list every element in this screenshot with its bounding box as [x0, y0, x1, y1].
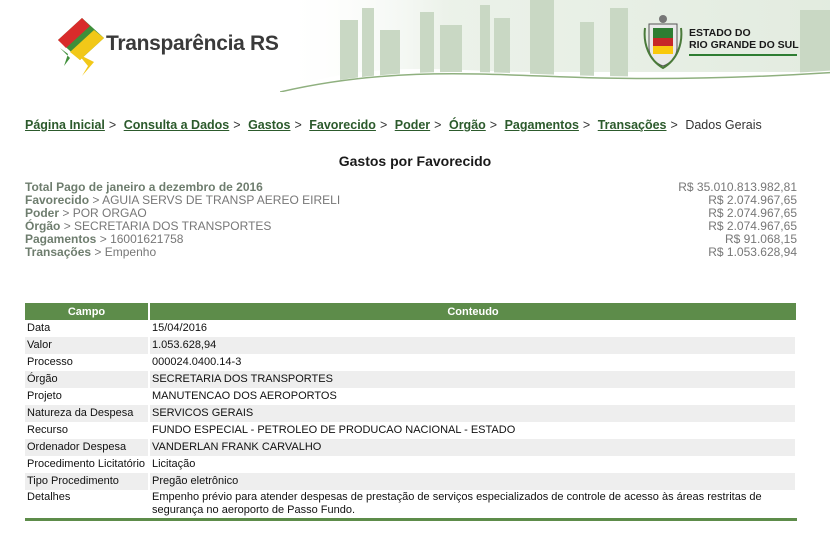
- field-value: 000024.0400.14-3: [149, 354, 796, 371]
- summary-amount: R$ 1.053.628,94: [708, 245, 797, 259]
- table-row: [25, 439, 796, 456]
- logo-text: Transparência RS: [106, 32, 279, 55]
- summary-amount: R$ 2.074.967,65: [708, 193, 797, 207]
- breadcrumb-pagamentos[interactable]: Pagamentos: [504, 118, 579, 132]
- breadcrumb-transacoes[interactable]: Transações: [597, 118, 667, 132]
- summary-separator: >: [94, 245, 102, 259]
- summary-value: SECRETARIA DOS TRANSPORTES: [74, 219, 272, 233]
- table-row: [25, 422, 796, 439]
- field-value: VANDERLAN FRANK CARVALHO: [149, 439, 796, 456]
- field-value: SERVICOS GERAIS: [149, 405, 796, 422]
- summary-separator: >: [62, 206, 70, 220]
- table-row: [25, 405, 796, 422]
- breadcrumb-separator: >: [489, 118, 498, 132]
- breadcrumb-separator: >: [379, 118, 388, 132]
- state-emblem: [643, 14, 823, 70]
- summary-amount: R$ 2.074.967,65: [708, 219, 797, 233]
- summary-total-amount: R$ 35.010.813.982,81: [678, 180, 797, 194]
- state-name: [689, 27, 799, 51]
- field-value: 1.053.628,94: [149, 337, 796, 354]
- state-name-line2: RIO GRANDE DO SUL: [689, 39, 799, 51]
- table-header-row: [25, 303, 796, 320]
- field-label: Projeto: [25, 388, 149, 405]
- field-label: Detalhes: [25, 490, 149, 518]
- field-value: FUNDO ESPECIAL - PETROLEO DE PRODUCAO NACIONAL - ESTADO: [149, 422, 796, 439]
- summary-row-transacoes: [25, 246, 797, 259]
- field-value: SECRETARIA DOS TRANSPORTES: [149, 371, 796, 388]
- breadcrumb-gastos[interactable]: Gastos: [248, 118, 291, 132]
- transparencia-logo[interactable]: [48, 14, 278, 76]
- field-label: Tipo Procedimento: [25, 473, 149, 490]
- breadcrumb-separator: >: [670, 118, 678, 132]
- summary-value: AGUIA SERVS DE TRANSP AEREO EIRELI: [102, 193, 341, 207]
- summary-label[interactable]: Órgão: [25, 219, 61, 233]
- breadcrumb-separator: >: [108, 118, 117, 132]
- table-row: [25, 456, 796, 473]
- field-label: Ordenador Despesa: [25, 439, 149, 456]
- header-campo: Campo: [25, 303, 149, 320]
- breadcrumb-home[interactable]: Página Inicial: [25, 118, 105, 132]
- table-bottom-rule: [25, 518, 797, 521]
- summary-value: Empenho: [104, 245, 157, 259]
- table-row: [25, 337, 796, 354]
- table-row: [25, 354, 796, 371]
- summary-value: 16001621758: [110, 232, 184, 246]
- field-label: Data: [25, 320, 149, 337]
- page-title: Gastos por Favorecido: [338, 153, 492, 169]
- table-row: [25, 371, 796, 388]
- breadcrumb-separator: >: [582, 118, 591, 132]
- field-value: Pregão eletrônico: [149, 473, 796, 490]
- details-table: [25, 303, 797, 518]
- breadcrumb-consulta[interactable]: Consulta a Dados: [123, 118, 230, 132]
- summary-label[interactable]: Transações: [25, 245, 92, 259]
- breadcrumb-separator: >: [434, 118, 442, 132]
- summary-separator: >: [99, 232, 107, 246]
- summary-total-label: Total Pago de janeiro a dezembro de 2016: [25, 180, 263, 194]
- table-row: [25, 473, 796, 490]
- site-header: [0, 0, 830, 92]
- summary-label[interactable]: Pagamentos: [25, 232, 97, 246]
- breadcrumb-favorecido[interactable]: Favorecido: [309, 118, 376, 132]
- summary-separator: >: [92, 193, 100, 207]
- table-row: [25, 490, 796, 518]
- field-label: Procedimento Licitatório: [25, 456, 149, 473]
- breadcrumb-orgao[interactable]: Órgão: [448, 118, 486, 132]
- breadcrumb: [25, 118, 762, 132]
- breadcrumb-current: Dados Gerais: [685, 118, 762, 132]
- field-label: Órgão: [25, 371, 149, 388]
- table-row: [25, 388, 796, 405]
- state-underline: [689, 54, 797, 56]
- summary-block: [25, 181, 797, 259]
- summary-label[interactable]: Favorecido: [25, 193, 90, 207]
- summary-value: POR ORGAO: [72, 206, 147, 220]
- summary-label[interactable]: Poder: [25, 206, 60, 220]
- field-label: Processo: [25, 354, 149, 371]
- header-conteudo: Conteudo: [149, 303, 796, 320]
- field-value: 15/04/2016: [149, 320, 796, 337]
- field-label: Valor: [25, 337, 149, 354]
- breadcrumb-separator: >: [294, 118, 302, 132]
- rs-flag-icon: [48, 14, 108, 76]
- table-row: [25, 320, 796, 337]
- breadcrumb-poder[interactable]: Poder: [394, 118, 431, 132]
- state-name-line1: ESTADO DO: [689, 27, 751, 39]
- state-crest-icon: [643, 14, 683, 70]
- field-value: Empenho prévio para atender despesas de prestação de serviços especializados de controle de acesso às áreas restritas de segurança no aeroporto de Passo Fundo.: [149, 490, 796, 518]
- field-label: Recurso: [25, 422, 149, 439]
- field-value: MANUTENCAO DOS AEROPORTOS: [149, 388, 796, 405]
- summary-separator: >: [63, 219, 71, 233]
- field-value: Licitação: [149, 456, 796, 473]
- field-label: Natureza da Despesa: [25, 405, 149, 422]
- summary-amount: R$ 91.068,15: [724, 232, 797, 246]
- breadcrumb-separator: >: [233, 118, 241, 132]
- summary-amount: R$ 2.074.967,65: [708, 206, 797, 220]
